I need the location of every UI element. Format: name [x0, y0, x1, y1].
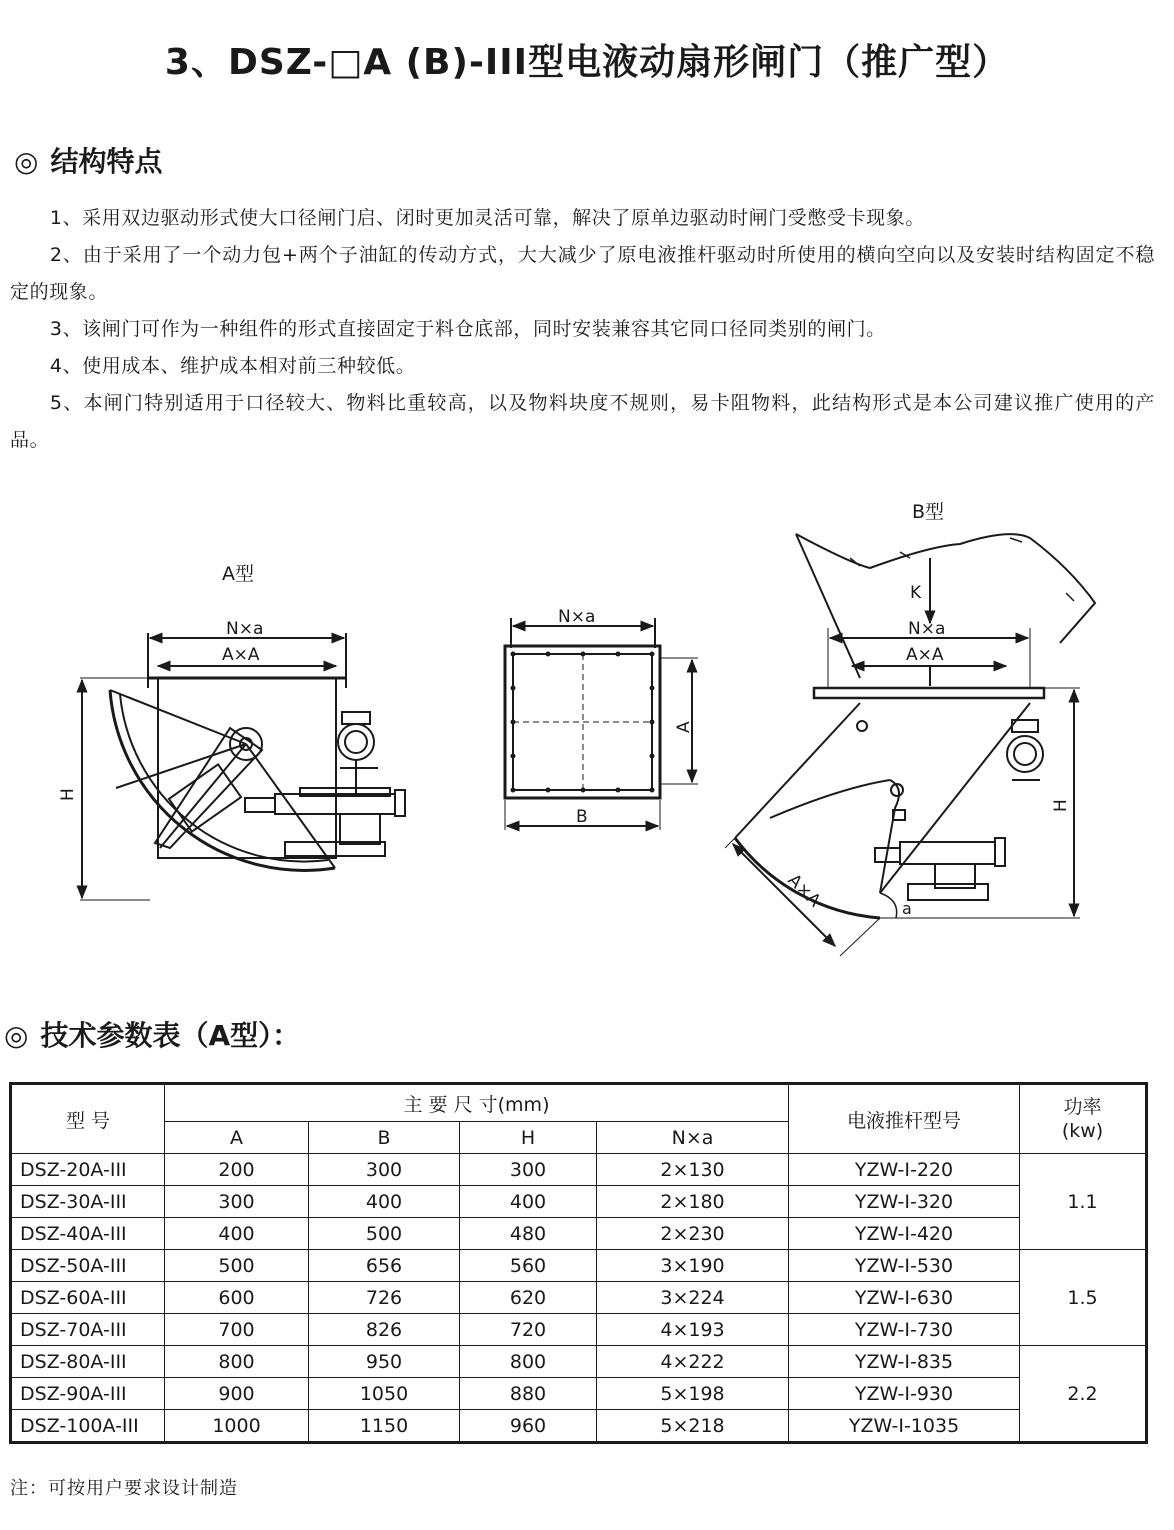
feature-item: 1、采用双边驱动形式使大口径闸门启、闭时更加灵活可靠，解决了原单边驱动时闸门受憋受卡现象。	[49, 207, 925, 229]
cell-na: 2×130	[597, 1154, 789, 1186]
cell-na: 5×198	[597, 1378, 789, 1410]
b-dim-h: H	[1051, 799, 1071, 812]
a-dim-axa: A×A	[222, 645, 260, 665]
params-heading-text: 技术参数表（A型）：	[40, 1019, 301, 1052]
table-row	[11, 1282, 1147, 1314]
cell-b: 656	[309, 1250, 460, 1282]
header-col-na: N×a	[597, 1122, 789, 1154]
cell-na: 5×218	[597, 1410, 789, 1443]
cell-na: 2×180	[597, 1186, 789, 1218]
cell-model: DSZ-70A-III	[11, 1314, 165, 1346]
table-row	[11, 1250, 1147, 1282]
cell-actuator: YZW-I-530	[789, 1250, 1020, 1282]
table-row	[11, 1314, 1147, 1346]
cell-actuator: YZW-I-835	[789, 1346, 1020, 1378]
cell-na: 4×222	[597, 1346, 789, 1378]
plan-dim-nxa: N×a	[558, 607, 596, 627]
structure-heading	[14, 140, 162, 180]
cell-a: 600	[165, 1282, 309, 1314]
header-actuator: 电液推杆型号	[789, 1084, 1020, 1154]
cell-actuator: YZW-I-930	[789, 1378, 1020, 1410]
cell-h: 620	[460, 1282, 597, 1314]
cell-b: 726	[309, 1282, 460, 1314]
cell-na: 3×190	[597, 1250, 789, 1282]
cell-b: 826	[309, 1314, 460, 1346]
cell-a: 800	[165, 1346, 309, 1378]
cell-h: 560	[460, 1250, 597, 1282]
feature-list	[10, 200, 1155, 459]
page-title: 3、DSZ-□A (B)-III型电液动扇形闸门（推广型）	[164, 42, 1010, 83]
cell-model: DSZ-90A-III	[11, 1378, 165, 1410]
cell-b: 500	[309, 1218, 460, 1250]
b-dim-axa: A×A	[906, 645, 944, 665]
cell-na: 3×224	[597, 1282, 789, 1314]
header-model: 型 号	[11, 1084, 165, 1154]
circle-bullet-icon: ◎	[14, 145, 39, 178]
plan-dim-b: B	[576, 807, 588, 827]
table-row	[11, 1218, 1147, 1250]
cell-b: 1050	[309, 1378, 460, 1410]
b-type-label: B型	[912, 501, 945, 523]
table-row	[11, 1346, 1147, 1378]
feature-item: 2、由于采用了一个动力包+两个子油缸的传动方式，大大减少了原电液推杆驱动时所使用的横向空向以及安装时结构固定不稳定的现象。	[10, 244, 1155, 303]
cell-h: 800	[460, 1346, 597, 1378]
cell-na: 4×193	[597, 1314, 789, 1346]
cell-actuator: YZW-I-220	[789, 1154, 1020, 1186]
a-dim-h: H	[58, 788, 78, 801]
cell-a: 900	[165, 1378, 309, 1410]
header-col-h: H	[460, 1122, 597, 1154]
b-dim-axa-diag: A×A	[783, 870, 825, 912]
table-row	[11, 1186, 1147, 1218]
cell-na: 2×230	[597, 1218, 789, 1250]
cell-b: 1150	[309, 1410, 460, 1443]
cell-power: 1.5	[1020, 1250, 1147, 1346]
cell-a: 300	[165, 1186, 309, 1218]
plan-view-drawing	[505, 607, 698, 830]
parameter-table	[9, 1082, 1148, 1444]
cell-b: 950	[309, 1346, 460, 1378]
b-dim-nxa: N×a	[908, 619, 946, 639]
a-type-label: A型	[222, 563, 254, 585]
cell-a: 200	[165, 1154, 309, 1186]
circle-bullet-icon: ◎	[4, 1019, 29, 1052]
cell-actuator: YZW-I-730	[789, 1314, 1020, 1346]
cell-model: DSZ-50A-III	[11, 1250, 165, 1282]
cell-b: 300	[309, 1154, 460, 1186]
cell-a: 500	[165, 1250, 309, 1282]
feature-item: 4、使用成本、维护成本相对前三种较低。	[49, 355, 416, 377]
plan-dim-a: A	[674, 721, 694, 733]
cell-actuator: YZW-I-630	[789, 1282, 1020, 1314]
cell-model: DSZ-20A-III	[11, 1154, 165, 1186]
table-row	[11, 1154, 1147, 1186]
cell-a: 400	[165, 1218, 309, 1250]
cell-a: 1000	[165, 1410, 309, 1443]
a-dim-nxa: N×a	[226, 619, 264, 639]
cell-h: 400	[460, 1186, 597, 1218]
cell-b: 400	[309, 1186, 460, 1218]
header-col-b: B	[309, 1122, 460, 1154]
cell-model: DSZ-100A-III	[11, 1410, 165, 1443]
cell-h: 960	[460, 1410, 597, 1443]
b-label-k: K	[910, 583, 922, 603]
cell-h: 480	[460, 1218, 597, 1250]
feature-item: 5、本闸门特别适用于口径较大、物料比重较高，以及物料块度不规则，易卡阻物料，此结构形式是本公司建议推广使用的产品。	[10, 392, 1155, 451]
parameter-rows	[11, 1154, 1147, 1443]
cell-model: DSZ-40A-III	[11, 1218, 165, 1250]
cell-a: 700	[165, 1314, 309, 1346]
a-type-drawing	[58, 563, 405, 900]
params-heading	[4, 1014, 300, 1054]
b-type-drawing	[725, 501, 1095, 956]
cell-h: 720	[460, 1314, 597, 1346]
cell-actuator: YZW-I-420	[789, 1218, 1020, 1250]
header-power: 功率 (kw)	[1020, 1084, 1147, 1154]
footnote: 注：可按用户要求设计制造	[10, 1478, 238, 1499]
structure-heading-text: 结构特点	[50, 145, 163, 178]
cell-h: 300	[460, 1154, 597, 1186]
cell-model: DSZ-80A-III	[11, 1346, 165, 1378]
cell-power: 1.1	[1020, 1154, 1147, 1250]
header-main-dims: 主 要 尺 寸(mm)	[165, 1084, 789, 1122]
table-row	[11, 1378, 1147, 1410]
cell-actuator: YZW-I-1035	[789, 1410, 1020, 1443]
gate-drawings	[0, 488, 1174, 968]
cell-actuator: YZW-I-320	[789, 1186, 1020, 1218]
b-angle-a: a	[902, 899, 912, 918]
cell-model: DSZ-60A-III	[11, 1282, 165, 1314]
header-col-a: A	[165, 1122, 309, 1154]
table-row	[11, 1410, 1147, 1443]
cell-h: 880	[460, 1378, 597, 1410]
cell-power: 2.2	[1020, 1346, 1147, 1443]
feature-item: 3、该闸门可作为一种组件的形式直接固定于料仓底部，同时安装兼容其它同口径同类别的闸门。	[49, 318, 886, 340]
cell-model: DSZ-30A-III	[11, 1186, 165, 1218]
